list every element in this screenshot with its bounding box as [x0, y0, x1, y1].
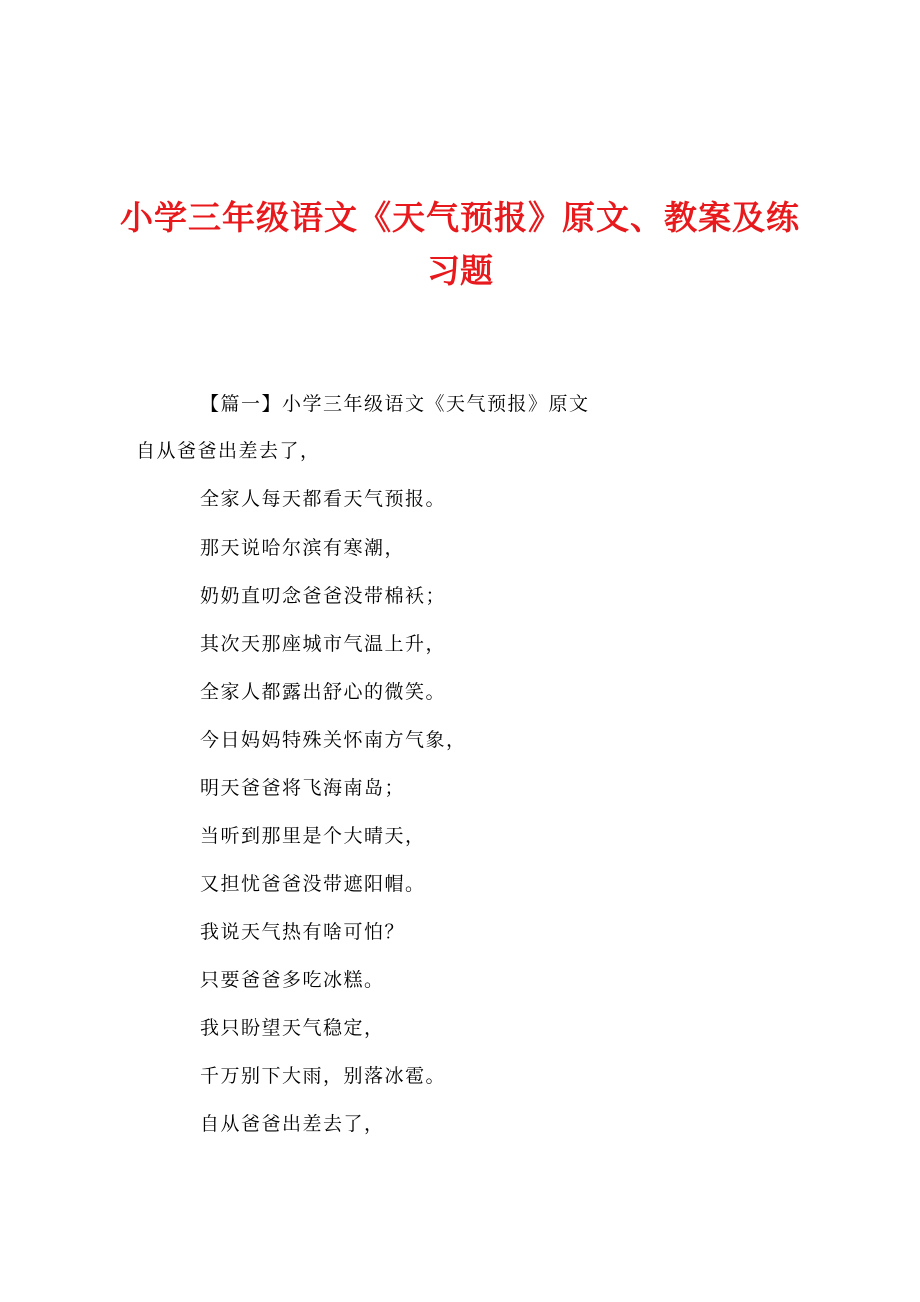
- poem-line: 明天爸爸将飞海南岛；: [200, 777, 406, 799]
- poem-line: 今日妈妈特殊关怀南方气象，: [200, 729, 467, 751]
- poem-line: 其次天那座城市气温上升，: [200, 633, 447, 655]
- poem-line: 千万别下大雨，别落冰雹。: [200, 1065, 447, 1087]
- poem-line: 自从爸爸出差去了，: [200, 1113, 385, 1135]
- poem-line: 只要爸爸多吃冰糕。: [200, 969, 385, 991]
- section-heading: 【篇一】小学三年级语文《天气预报》原文: [200, 393, 590, 415]
- poem-line: 全家人都露出舒心的微笑。: [200, 681, 447, 703]
- poem-line: 我说天气热有啥可怕？: [200, 921, 406, 943]
- poem-line: 全家人每天都看天气预报。: [200, 488, 447, 510]
- poem-line: 我只盼望天气稳定，: [200, 1017, 385, 1039]
- paragraph-first-line: 自从爸爸出差去了，: [136, 440, 321, 462]
- poem-line: 又担忧爸爸没带遮阳帽。: [200, 873, 426, 895]
- poem-line: 奶奶直叨念爸爸没带棉袄；: [200, 585, 447, 607]
- poem-line: 那天说哈尔滨有寒潮，: [200, 537, 406, 559]
- poem-line: 当听到那里是个大晴天，: [200, 825, 426, 847]
- document-title-line-2: 习题: [427, 251, 493, 290]
- document-title-line-1: 小学三年级语文《天气预报》原文、教案及练: [120, 198, 800, 237]
